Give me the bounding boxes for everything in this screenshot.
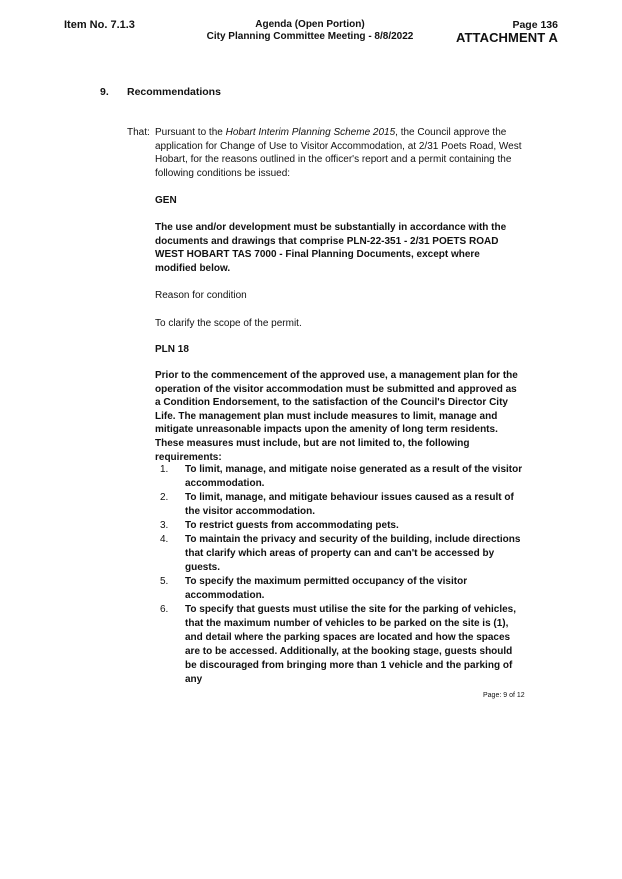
- list-item-number: 6.: [160, 604, 169, 615]
- list-item-number: 1.: [160, 464, 169, 475]
- intro-pre: Pursuant to the: [155, 127, 226, 138]
- recommendation-intro: [155, 126, 523, 180]
- agenda-title: Agenda (Open Portion): [255, 19, 365, 30]
- page-number: Page 136: [512, 19, 558, 31]
- section-title: Recommendations: [127, 86, 221, 98]
- planning-scheme-name: Hobart Interim Planning Scheme 2015: [225, 127, 396, 138]
- list-item-number: 3.: [160, 520, 169, 531]
- list-item-text: To specify the maximum permitted occupancy of the visitor accommodation.: [185, 576, 468, 601]
- pln18-code: PLN 18: [155, 344, 189, 355]
- list-item: [155, 491, 523, 519]
- list-item-text: To maintain the privacy and security of the building, include directions that clarify which areas of property can and can't be accessed by guests.: [185, 534, 521, 573]
- requirements-list: [155, 463, 523, 687]
- list-item-text: To limit, manage, and mitigate noise generated as a result of the visitor accommodation.: [185, 464, 523, 489]
- reason-label: Reason for condition: [155, 290, 247, 301]
- list-item: [155, 519, 523, 533]
- reason-text: To clarify the scope of the permit.: [155, 318, 302, 329]
- list-item-number: 2.: [160, 492, 169, 503]
- list-item-text: To specify that guests must utilise the site for the parking of vehicles, that the maximum number of vehicles to be parked on the site is (1), and detail where the parking spaces are located and how the spaces are to be accessed. Additionally, at the booking stage, guests should be discouraged from bringing more than 1 vehicle and the parking of any: [185, 604, 516, 685]
- intro-post: , the Council approve the application for Change of Use to Visitor Accommodation, at 2/31 Poets Road, West Hobart, for the reasons outlined in the officer's report and a permit containing the following conditions be issued:: [155, 127, 522, 179]
- list-item-text: To limit, manage, and mitigate behaviour issues caused as a result of the visitor accommodation.: [185, 492, 514, 517]
- page-footer: Page: 9 of 12: [483, 692, 525, 699]
- list-item: [155, 463, 523, 491]
- attachment-label: ATTACHMENT A: [455, 30, 558, 45]
- list-item: [155, 533, 523, 575]
- meeting-title: City Planning Committee Meeting - 8/8/2022: [206, 31, 414, 42]
- section-number: 9.: [100, 86, 109, 98]
- pln18-condition-text: Prior to the commencement of the approved use, a management plan for the operation of the visitor accommodation must be submitted and approved as a Condition Endorsement, to the satisfaction of the Council's Director City Life. The management plan must include measures to limit, manage and mitigate unreasonable impacts upon the amenity of long term residents. These measures must include, but are not limited to, the following requirements:: [155, 370, 518, 463]
- list-item-number: 4.: [160, 534, 169, 545]
- gen-code: GEN: [155, 195, 177, 206]
- item-number: Item No. 7.1.3: [64, 19, 135, 31]
- page-header-right: [456, 19, 558, 45]
- gen-condition-text: The use and/or development must be substantially in accordance with the documents and drawings that comprise PLN-22-351 - 2/31 POETS ROAD WEST HOBART TAS 7000 - Final Planning Documents, except where modified below.: [155, 222, 507, 274]
- that-label: That:: [127, 127, 150, 138]
- agenda-heading: [190, 19, 430, 43]
- list-item: [155, 575, 523, 603]
- list-item: [155, 603, 523, 687]
- list-item-number: 5.: [160, 576, 169, 587]
- list-item-text: To restrict guests from accommodating pets.: [185, 520, 399, 531]
